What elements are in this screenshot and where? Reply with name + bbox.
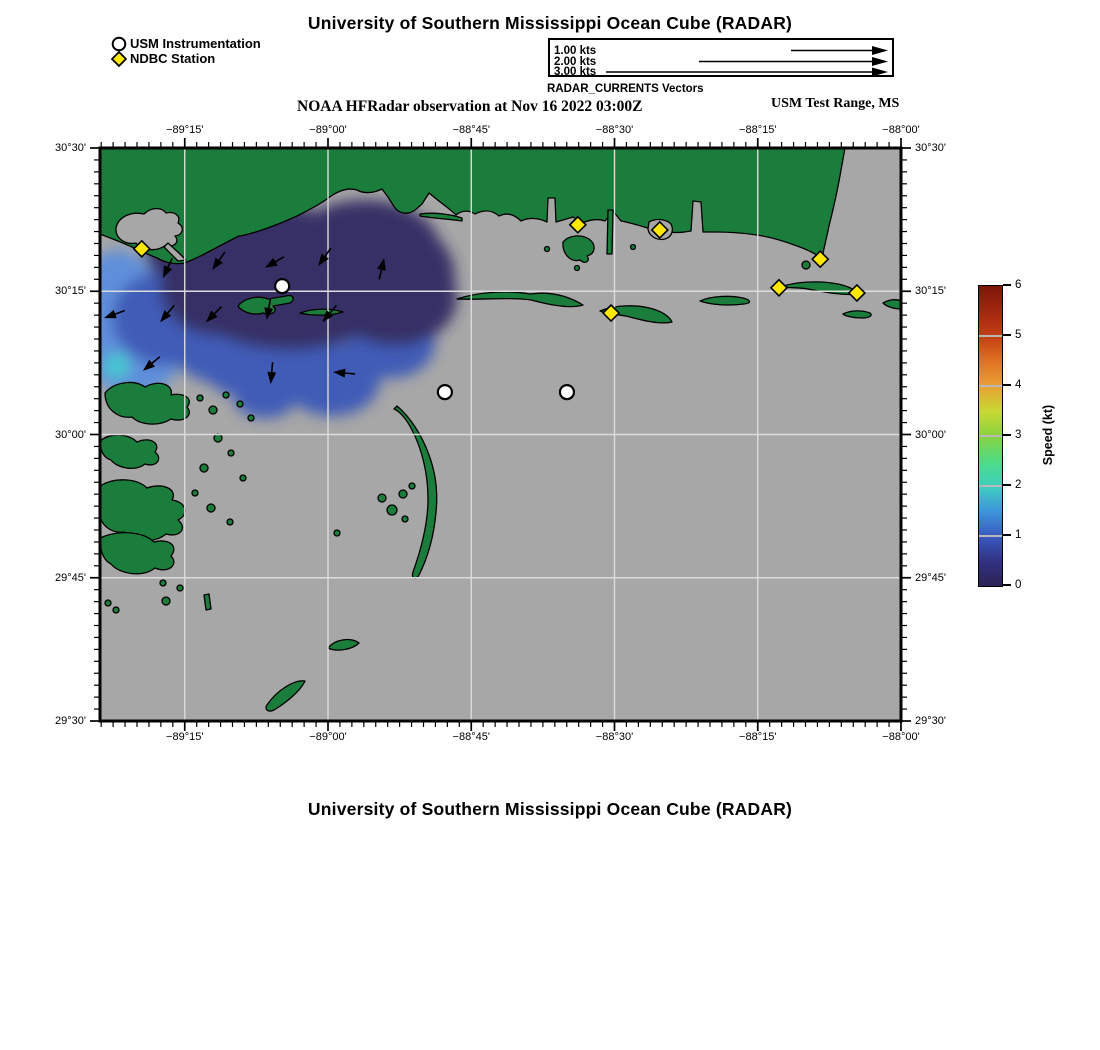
colorbar-tick-label: 4 [1015, 379, 1022, 391]
vector-scale-3kt-label: 3.00 kts [554, 66, 597, 78]
figure-title: University of Southern Mississippi Ocean Cube (RADAR) [307, 13, 793, 33]
colorbar [978, 285, 1003, 587]
colorbar-gridline [979, 435, 1002, 437]
y-tick-label-left: 30°00' [55, 428, 86, 441]
map-legend [111, 36, 261, 66]
colorbar-tick [1003, 384, 1011, 386]
range-label: USM Test Range, MS [771, 96, 900, 111]
vector-scale-caption: RADAR_CURRENTS Vectors [547, 83, 704, 95]
usm-circle-icon [111, 36, 127, 52]
colorbar-tick-label: 5 [1015, 329, 1022, 341]
colorbar-tick-label: 3 [1015, 429, 1022, 441]
colorbar-gridline [979, 535, 1002, 537]
colorbar-label: Speed (kt) [1041, 404, 1055, 466]
usm-station-marker [275, 279, 289, 293]
map-clipped-layers [76, 148, 901, 721]
y-tick-label-left: 29°30' [55, 715, 86, 727]
vector-scale-arrows [550, 40, 892, 75]
x-tick-label-bottom: −88°15' [739, 731, 777, 743]
legend-label-ndbc: NDBC Station [130, 51, 216, 66]
colorbar-tick [1003, 284, 1011, 286]
colorbar-gridline [979, 335, 1002, 337]
y-tick-label-left: 30°30' [55, 142, 86, 154]
colorbar-tick [1003, 534, 1011, 536]
legend-row-usm [111, 36, 261, 51]
y-tick-label-left: 30°15' [55, 285, 86, 298]
y-tick-label-right: 29°30' [915, 715, 946, 727]
observation-subtitle: NOAA HFRadar observation at Nov 16 2022 03:00Z [297, 98, 643, 115]
y-tick-label-right: 30°15' [915, 285, 946, 298]
colorbar-tick [1003, 434, 1011, 436]
colorbar-gridline [979, 485, 1002, 487]
colorbar-tick-label: 1 [1015, 529, 1022, 541]
y-tick-label-right: 30°30' [915, 142, 946, 154]
x-tick-label-bottom: −89°00' [309, 731, 347, 743]
x-tick-label-top: −88°30' [595, 124, 634, 136]
colorbar-tick [1003, 584, 1011, 586]
y-tick-label-right: 29°45' [915, 571, 946, 584]
colorbar-tick [1003, 484, 1011, 486]
colorbar-gridline [979, 385, 1002, 387]
legend-label-usm: USM Instrumentation [130, 36, 261, 51]
x-tick-label-bottom: −89°15' [166, 731, 204, 743]
colorbar-tick-label: 2 [1015, 479, 1022, 491]
vector-scale-box [548, 38, 894, 77]
colorbar-tick-label: 0 [1015, 579, 1022, 591]
x-tick-label-top: −88°00' [882, 124, 920, 136]
legend-row-ndbc [111, 51, 261, 66]
vector-scale-1kt-label: 1.00 kts [554, 44, 597, 57]
usm-station-marker [438, 385, 452, 399]
vector-scale-2kt-label: 2.00 kts [554, 55, 597, 68]
x-tick-label-bottom: −88°00' [882, 731, 920, 743]
ndbc-diamond-icon [111, 51, 127, 67]
x-tick-label-top: −89°00' [309, 124, 347, 136]
colorbar-tick [1003, 334, 1011, 336]
y-tick-label-right: 30°00' [915, 428, 946, 441]
map-plot [100, 148, 901, 721]
x-tick-label-top: −88°15' [739, 124, 777, 136]
x-tick-label-bottom: −88°45' [452, 731, 490, 743]
x-tick-label-bottom: −88°30' [595, 731, 634, 743]
x-tick-label-top: −89°15' [166, 124, 204, 136]
y-tick-label-left: 29°45' [55, 571, 86, 584]
colorbar-tick-label: 6 [1015, 279, 1022, 291]
figure-bottom-title: University of Southern Mississippi Ocean Cube (RADAR) [307, 799, 793, 819]
x-tick-label-top: −88°45' [452, 124, 490, 136]
usm-station-marker [560, 385, 574, 399]
